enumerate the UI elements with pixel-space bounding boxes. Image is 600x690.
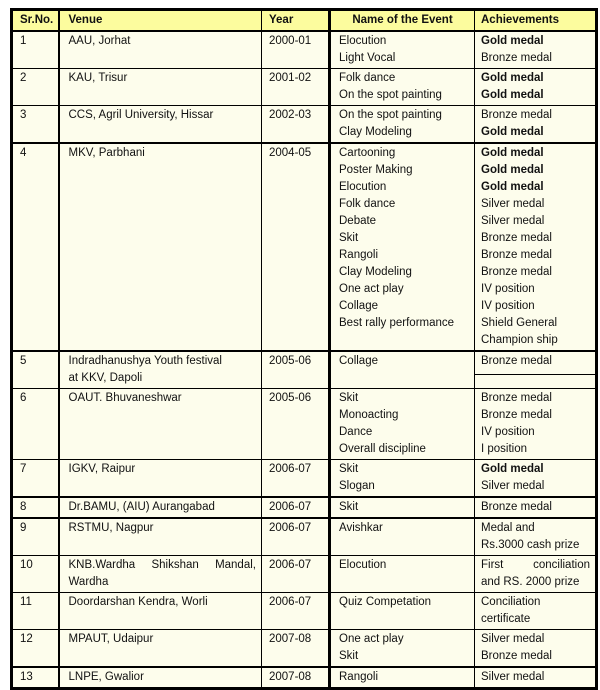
achievement-line: Bronze medal (481, 52, 552, 64)
column-header-achievements: Achievements (475, 10, 597, 32)
venue-line: AAU, Jorhat (68, 35, 131, 47)
event-line: Folk dance (339, 198, 396, 210)
cell-achievements (475, 460, 597, 498)
venue-line: Doordarshan Kendra, Worli (68, 596, 208, 608)
achievement-line: Gold medal (481, 126, 544, 138)
achievement-line: Silver medal (481, 671, 545, 683)
cell-sr-no (12, 630, 59, 668)
cell-achievements (475, 106, 597, 144)
cell-events (330, 497, 475, 518)
event-line: Best rally performance (339, 317, 455, 329)
sr-no-value: 8 (20, 501, 27, 513)
event-line: Elocution (339, 181, 387, 193)
year-value: 2006-07 (269, 463, 312, 475)
cell-events (330, 351, 475, 389)
cell-events (330, 106, 475, 144)
venue-line: LNPE, Gwalior (68, 671, 144, 683)
cell-events (330, 556, 475, 593)
cell-venue (59, 630, 262, 668)
cell-achievements (475, 31, 597, 69)
cell-venue (59, 389, 262, 460)
table-row (12, 556, 597, 593)
event-line: On the spot painting (339, 109, 442, 121)
cell-year (262, 667, 330, 689)
achievement-line: Gold medal (481, 89, 544, 101)
cell-sr-no (12, 667, 59, 689)
year-value: 2006-07 (269, 596, 312, 608)
cell-sr-no (12, 497, 59, 518)
column-header-year: Year (262, 10, 330, 32)
cell-achievements (475, 69, 597, 106)
year-value: 2004-05 (269, 147, 312, 159)
cell-venue (59, 351, 262, 389)
cell-achievements (475, 389, 597, 460)
cell-sr-no (12, 31, 59, 69)
event-line: Folk dance (339, 72, 396, 84)
sr-no-value: 9 (20, 522, 27, 534)
sr-no-value: 12 (20, 633, 33, 645)
cell-events (330, 593, 475, 630)
cell-year (262, 31, 330, 69)
venue-line-word: KNB.Wardha (68, 559, 136, 571)
cell-year (262, 556, 330, 593)
sr-no-value: 11 (20, 596, 32, 608)
event-line: One act play (339, 283, 404, 295)
achievement-line-word: First (481, 559, 504, 571)
event-line: Monoacting (339, 409, 399, 421)
cell-achievements (475, 630, 597, 668)
achievement-line: Bronze medal (481, 650, 552, 662)
venue-line: KAU, Trisur (68, 72, 128, 84)
sr-no-value: 6 (20, 392, 27, 404)
year-value: 2002-03 (269, 109, 312, 121)
cell-sr-no (12, 593, 59, 630)
column-header-sr-no: Sr.No. (12, 10, 59, 32)
event-line: Clay Modeling (339, 126, 412, 138)
event-line: Elocution (339, 35, 387, 47)
achievement-line: Shield General (481, 317, 558, 329)
venue-line: Wardha (68, 576, 109, 588)
table-row (12, 593, 597, 630)
event-line: On the spot painting (339, 89, 442, 101)
venue-line (69, 557, 257, 574)
achievements-table (10, 8, 598, 690)
achievement-line: Rs.3000 cash prize (481, 539, 580, 551)
table-row (12, 69, 597, 106)
document-page (10, 8, 598, 690)
event-line: Light Vocal (339, 52, 396, 64)
cell-year (262, 518, 330, 556)
achievement-line: IV position (481, 426, 535, 438)
cell-venue (59, 497, 262, 518)
cell-events (330, 630, 475, 668)
cell-year (262, 69, 330, 106)
cell-achievements (475, 143, 597, 351)
achievement-line: Bronze medal (481, 232, 552, 244)
cell-achievements (475, 556, 597, 593)
achievement-line-word: conciliation (533, 559, 590, 571)
cell-sr-no (12, 143, 59, 351)
cell-sr-no (12, 556, 59, 593)
cell-year (262, 389, 330, 460)
sr-no-value: 7 (20, 463, 27, 475)
cell-year (262, 497, 330, 518)
event-line: Collage (339, 300, 378, 312)
cell-events (330, 31, 475, 69)
year-value: 2006-07 (269, 559, 312, 571)
cell-venue (59, 593, 262, 630)
event-line: Rangoli (339, 249, 378, 261)
table-row (12, 143, 597, 351)
event-line: Avishkar (339, 522, 383, 534)
cell-sr-no (12, 351, 59, 389)
achievement-line (475, 557, 595, 574)
table-row (12, 389, 597, 460)
sr-no-value: 3 (20, 109, 27, 121)
event-line: Debate (339, 215, 377, 227)
event-line: Poster Making (339, 164, 413, 176)
cell-achievements (475, 351, 597, 389)
cell-year (262, 351, 330, 389)
event-line: Rangoli (339, 671, 378, 683)
event-line: Slogan (339, 480, 375, 492)
cell-venue (59, 667, 262, 689)
venue-line: MPAUT, Udaipur (68, 633, 154, 645)
event-line: Cartooning (339, 147, 396, 159)
table-row (12, 351, 597, 389)
year-value: 2005-06 (269, 392, 312, 404)
achievement-line: Gold medal (481, 72, 544, 84)
year-value: 2007-08 (269, 633, 312, 645)
cell-sr-no (12, 460, 59, 498)
achievement-line: Silver medal (481, 198, 545, 210)
achievement-line: Gold medal (481, 35, 544, 47)
achievement-line: Gold medal (481, 181, 544, 193)
year-value: 2000-01 (269, 35, 312, 47)
venue-line-word: Mandal, (215, 559, 256, 571)
achievement-line: Bronze medal (475, 353, 595, 375)
cell-events (330, 143, 475, 351)
cell-venue (59, 460, 262, 498)
achievement-line: Champion ship (481, 334, 558, 346)
venue-line: MKV, Parbhani (68, 147, 145, 159)
venue-line: Indradhanushya Youth festival (68, 355, 222, 367)
venue-line-word: Shikshan (151, 559, 199, 571)
event-line: Skit (339, 232, 359, 244)
year-value: 2006-07 (269, 522, 312, 534)
sr-no-value: 4 (20, 147, 27, 159)
venue-line: CCS, Agril University, Hissar (68, 109, 214, 121)
cell-events (330, 460, 475, 498)
cell-sr-no (12, 106, 59, 144)
event-line: Skit (339, 392, 359, 404)
cell-venue (59, 518, 262, 556)
achievement-line: Bronze medal (481, 266, 552, 278)
table-row (12, 497, 597, 518)
column-header-venue: Venue (59, 10, 262, 32)
achievement-line: Conciliation (481, 596, 541, 608)
achievement-line: Silver medal (481, 480, 545, 492)
cell-sr-no (12, 518, 59, 556)
cell-year (262, 593, 330, 630)
cell-achievements (475, 667, 597, 689)
cell-year (262, 460, 330, 498)
sr-no-value: 5 (20, 355, 27, 367)
cell-events (330, 667, 475, 689)
cell-events (330, 69, 475, 106)
event-line: Skit (339, 463, 359, 475)
sr-no-value: 2 (20, 72, 27, 84)
venue-line: at KKV, Dapoli (68, 372, 143, 384)
results-table-body (12, 31, 597, 689)
year-value: 2007-08 (269, 671, 312, 683)
achievement-line: Gold medal (481, 164, 544, 176)
cell-year (262, 143, 330, 351)
event-line: Skit (339, 501, 359, 513)
achievement-line: Silver medal (481, 633, 545, 645)
sr-no-value: 1 (20, 35, 27, 47)
table-row (12, 460, 597, 498)
year-value: 2001-02 (269, 72, 312, 84)
achievement-line: Gold medal (481, 147, 544, 159)
table-header (12, 10, 597, 32)
venue-line: RSTMU, Nagpur (68, 522, 154, 534)
achievement-line: Bronze medal (481, 501, 552, 513)
achievement-line: IV position (481, 300, 535, 312)
event-line: Skit (339, 650, 359, 662)
achievement-line: Gold medal (481, 463, 544, 475)
achievement-line: certificate (481, 613, 531, 625)
event-line: One act play (339, 633, 404, 645)
event-line: Collage (339, 355, 378, 367)
event-line: Elocution (339, 559, 387, 571)
table-row (12, 106, 597, 144)
table-row (12, 518, 597, 556)
achievement-line: Silver medal (481, 215, 545, 227)
table-row (12, 630, 597, 668)
event-line: Overall discipline (339, 443, 426, 455)
cell-year (262, 106, 330, 144)
achievement-line: Bronze medal (481, 249, 552, 261)
achievement-line: and RS. 2000 prize (481, 576, 580, 588)
year-value: 2006-07 (269, 501, 312, 513)
event-line: Clay Modeling (339, 266, 412, 278)
achievement-line: Medal and (481, 522, 535, 534)
header-row (12, 10, 597, 32)
achievement-line: Bronze medal (481, 109, 552, 121)
cell-achievements (475, 593, 597, 630)
cell-sr-no (12, 69, 59, 106)
event-line: Dance (339, 426, 373, 438)
table-row (12, 667, 597, 689)
table-row (12, 31, 597, 69)
venue-line: IGKV, Raipur (68, 463, 136, 475)
cell-venue (59, 31, 262, 69)
event-line: Quiz Competation (339, 596, 432, 608)
year-value: 2005-06 (269, 355, 312, 367)
column-header-event-name: Name of the Event (330, 10, 475, 32)
cell-venue (59, 106, 262, 144)
achievement-line: I position (481, 443, 528, 455)
cell-achievements (475, 518, 597, 556)
sr-no-value: 13 (20, 671, 33, 683)
cell-events (330, 518, 475, 556)
cell-venue (59, 556, 262, 593)
achievement-line: Bronze medal (481, 392, 552, 404)
venue-line: Dr.BAMU, (AIU) Aurangabad (68, 501, 215, 513)
cell-year (262, 630, 330, 668)
cell-venue (59, 69, 262, 106)
cell-achievements (475, 497, 597, 518)
achievement-line: Bronze medal (481, 409, 552, 421)
venue-line: OAUT. Bhuvaneshwar (68, 392, 182, 404)
cell-sr-no (12, 389, 59, 460)
sr-no-value: 10 (20, 559, 33, 571)
cell-venue (59, 143, 262, 351)
achievement-line: IV position (481, 283, 535, 295)
cell-events (330, 389, 475, 460)
